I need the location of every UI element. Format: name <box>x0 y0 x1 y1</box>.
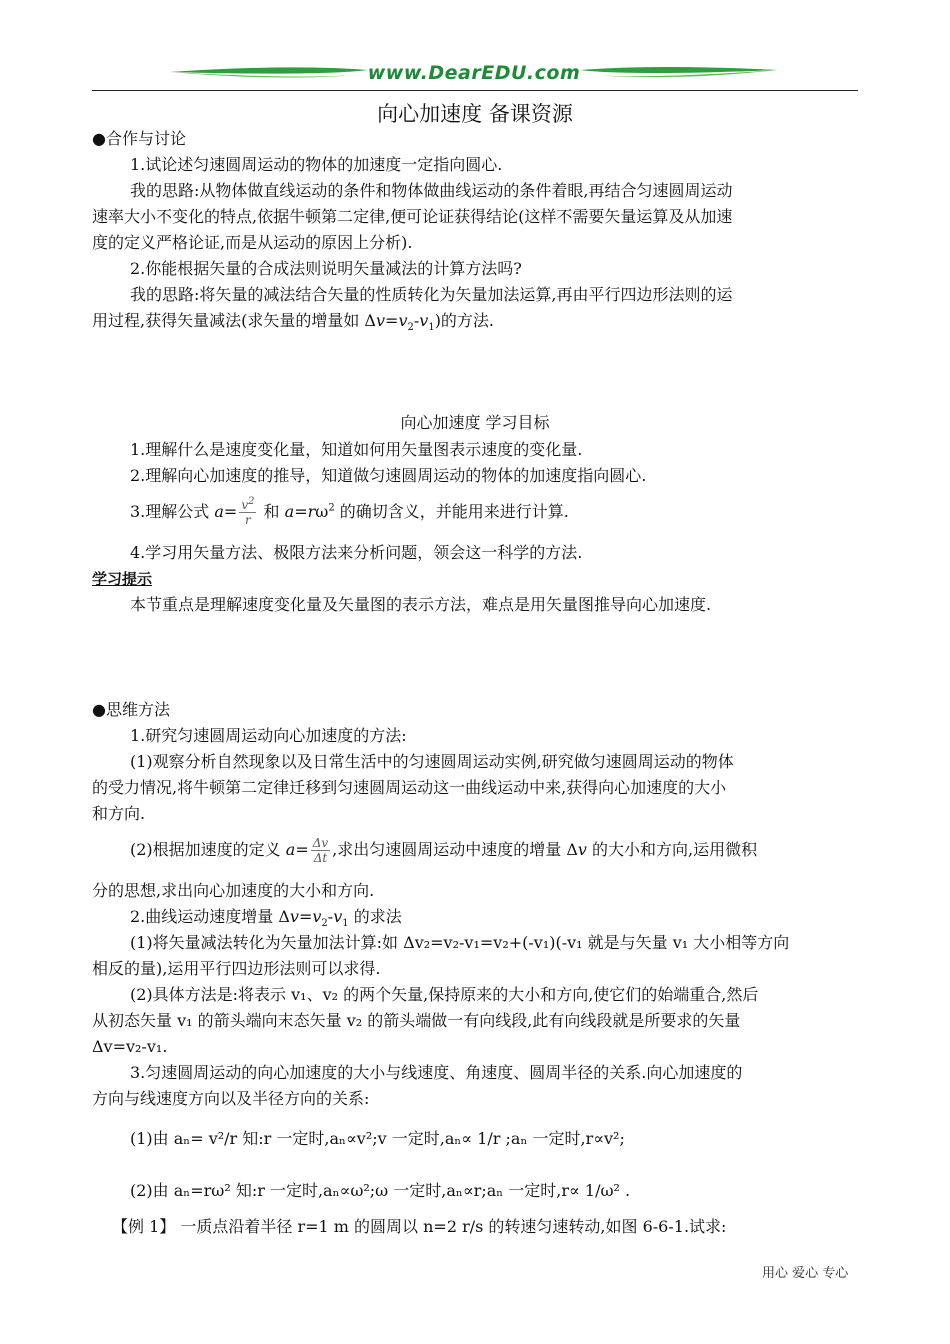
question-1: 1.试论述匀速圆周运动的物体的加速度一定指向圆心. <box>130 155 503 174</box>
method-1b-line-1: (2)根据加速度的定义 a= $\frac{\Delta v}{\Delta t}$ ,求出匀速圆周运动中速度的增量 Δv 的大小和方向,运用微积 <box>130 836 758 865</box>
method-2a-line-2: 相反的量),运用平行四边形法则可以求得. <box>92 959 381 978</box>
example-1: 【例 1】 一质点沿着半径 r=1 m 的圆周以 n=2 r/s 的转速匀速转动,如图 6-6-1.试求: <box>112 1217 727 1236</box>
method-2b-line-3: Δv=v₂-v₁. <box>92 1037 168 1056</box>
answer-1-line-3: 度的定义严格论证,而是从运动的原因上分析). <box>92 233 413 252</box>
method-2a-line-1: (1)将矢量减法转化为矢量加法计算:如 Δv₂=v₂-v₁=v₂+(-v₁)(-v₁ 就是与矢量 v₁ 大小相等方向 <box>130 933 790 952</box>
footer-motto: 用心 爱心 专心 <box>762 1266 849 1281</box>
header-rule <box>92 90 858 91</box>
method-2b-line-2: 从初态矢量 v₁ 的箭头端向末态矢量 v₂ 的箭头端做一有向线段,此有向线段就是所要求的矢量 <box>92 1011 741 1030</box>
method-3-line-2: 方向与线速度方向以及半径方向的关系: <box>92 1089 370 1108</box>
site-logo <box>168 58 780 90</box>
goals-title: 向心加速度 学习目标 <box>400 413 550 432</box>
method-2: 2.曲线运动速度增量 $\Delta v=v_2-v_1$ 的求法 <box>130 907 402 930</box>
answer-2-line-1: 我的思路:将矢量的减法结合矢量的性质转化为矢量加法运算,再由平行四边形法则的运 <box>130 285 733 304</box>
method-3b: (2)由 aₙ=rω² 知:r 一定时,aₙ∝ω²;ω 一定时,aₙ∝r;aₙ 一定时,r∝ 1/ω² . <box>130 1181 631 1200</box>
goal-1: 1.理解什么是速度变化量，知道如何用矢量图表示速度的变化量. <box>130 440 583 459</box>
goal-4: 4.学习用矢量方法、极限方法来分析问题，领会这一科学的方法. <box>130 543 583 562</box>
page-title: 向心加速度 备课资源 <box>377 102 573 126</box>
method-1a-line-2: 的受力情况,将牛顿第二定律迁移到匀速圆周运动这一曲线运动中来,获得向心加速度的大小 <box>92 778 727 797</box>
section-heading-discussion: ●合作与讨论 <box>92 129 186 148</box>
hint-label: 学习提示 <box>92 570 153 588</box>
method-2b-line-1: (2)具体方法是:将表示 v₁、v₂ 的两个矢量,保持原来的大小和方向,使它们的始端重合,然后 <box>130 985 759 1004</box>
method-1: 1.研究匀速圆周运动向心加速度的方法: <box>130 726 407 745</box>
goal-2: 2.理解向心加速度的推导，知道做匀速圆周运动的物体的加速度指向圆心. <box>130 466 647 485</box>
method-1b-line-2: 分的思想,求出向心加速度的大小和方向. <box>92 881 375 900</box>
answer-1-line-1: 我的思路:从物体做直线运动的条件和物体做曲线运动的条件着眼,再结合匀速圆周运动 <box>130 181 733 200</box>
method-1a-line-3: 和方向. <box>92 804 146 823</box>
question-2: 2.你能根据矢量的合成法则说明矢量减法的计算方法吗? <box>130 259 522 278</box>
section-heading-methods: ●思维方法 <box>92 700 170 719</box>
answer-2-line-2: 用过程,获得矢量减法(求矢量的增量如 $\Delta v=v_2-v_1$)的方法. <box>92 311 495 334</box>
site-name: www.DearEDU.com <box>367 62 581 84</box>
method-1a-line-1: (1)观察分析自然现象以及日常生活中的匀速圆周运动实例,研究做匀速圆周运动的物体 <box>130 752 734 771</box>
fraction-v2-over-r: $\frac{v^2}{r}$ <box>241 496 255 527</box>
method-3a: (1)由 aₙ= v²/r 知:r 一定时,aₙ∝v²;v 一定时,aₙ∝ 1/r ;aₙ 一定时,r∝v²; <box>130 1129 625 1148</box>
method-3-line-1: 3.匀速圆周运动的向心加速度的大小与线速度、角速度、圆周半径的关系.向心加速度的 <box>130 1063 743 1082</box>
hint-text: 本节重点是理解速度变化量及矢量图的表示方法，难点是用矢量图推导向心加速度. <box>130 595 712 614</box>
fraction-dv-over-dt: $\frac{\Delta v}{\Delta t}$ <box>312 836 329 865</box>
answer-1-line-2: 速率大小不变化的特点,依据牛顿第二定律,便可论证获得结论(这样不需要矢量运算及从加速 <box>92 207 733 226</box>
goal-3: 3.理解公式 a= $\frac{v^2}{r}$ 和 $a=r\omega^2$ 的确切含义，并能用来进行计算. <box>130 496 569 527</box>
